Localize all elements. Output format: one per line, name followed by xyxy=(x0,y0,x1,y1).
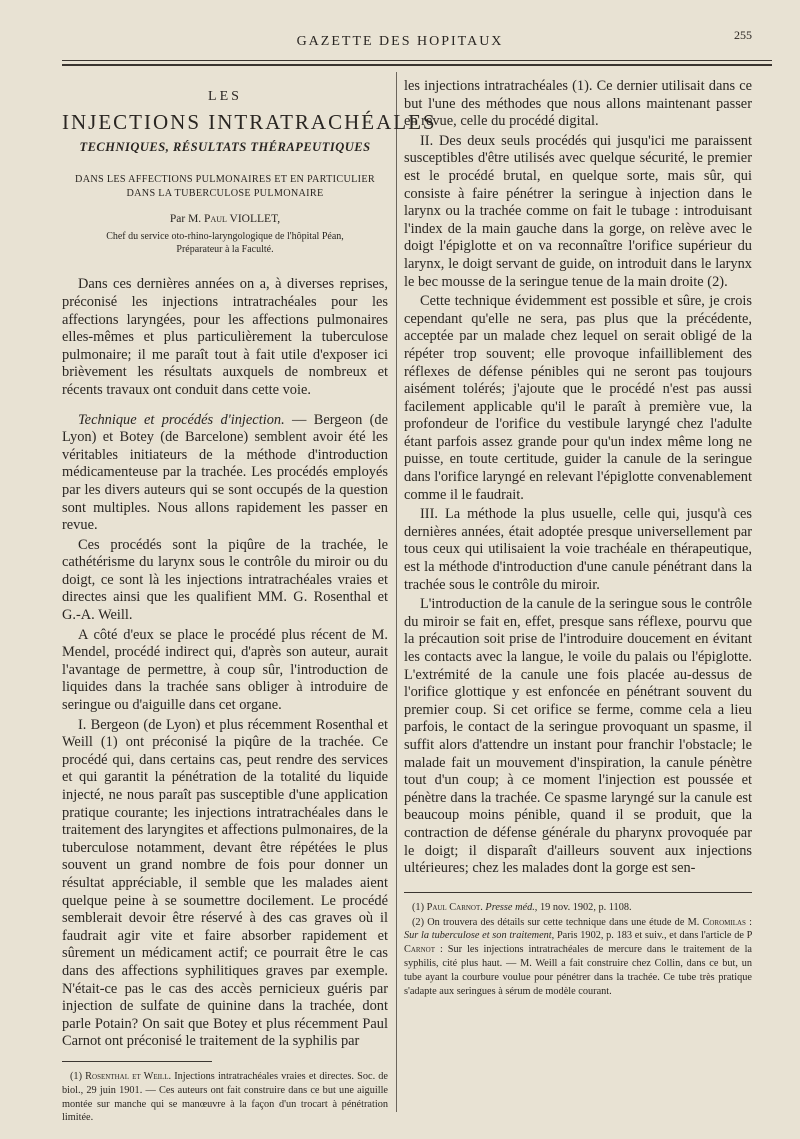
footnote-author: Paul Carnot. xyxy=(426,901,483,913)
body-paragraph: les injections intratrachéales (1). Ce dernier utilisait dans ce but l'une des méthodes que nous allons maintenant passer en revue, celle du procédé digital. xyxy=(404,78,752,130)
footnote-journal: Presse méd. xyxy=(485,901,535,913)
footnote-author: Carnot xyxy=(404,944,435,956)
footnote-text: Injections intratrachéales vraies et directes. Soc. de biol., 29 juin 1901. — Ces auteurs ont fait construire dans ce but une aiguille montée sur manche qui se manœuvre à la façon d'un trocart à pénétration limitée. xyxy=(62,1070,388,1124)
footnote-text: On trouvera des détails sur cette technique dans une étude de M. xyxy=(427,916,703,928)
right-column xyxy=(404,78,752,999)
footnote-text: : Sur les injections intratrachéales de mercure dans le traitement de la syphilis, cité plus haut. — M. Weill a fait construire chez Collin, dans ce but, un tube ayant la courbure voulue pour pénétrer dans la trachée. Ce tube très pratique s'adapte aux seringues à sérum de modèle courant. xyxy=(404,944,752,997)
running-head: GAZETTE DES HOPITAUX xyxy=(296,34,504,49)
article-kicker: LES xyxy=(208,89,242,104)
footnote-rule xyxy=(62,1061,212,1062)
byline-prefix: Par M. xyxy=(169,212,202,225)
body-paragraph: I. Bergeon (de Lyon) et plus récemment Rosenthal et Weill (1) ont préconisé la piqûre de la trachée. Ce procédé qui, dans certains cas, peut rendre des services et qui garantit la pénétration de la totalité du liquide injecté, ne nous paraît pas susceptible d'une application pratique courante; les injections intratrachéales dans le traitement des laryngites et affections pulmonaires, de la tuberculose notamment, devant être répétées le plus souvent un grand nombre de fois pour donner un résultat appréciable, il semble que les malades aient quelque peine à se soumettre docilement. Le procédé semblerait devoir être réservé à des cas graves où il faudrait agir vite et faire absorber rapidement et sûrement un médicament actif; ce pourrait être le cas dans des affections syphilitiques graves par exemple. N'était-ce pas le cas des accès pernicieux guéris par injection de sulfate de quinine dans la trachée, dont parle Potain? On sait que Botey et plus récemment Paul Carnot ont préconisé le traitement de la syphilis par xyxy=(62,716,388,1050)
footnote: (2) On trouvera des détails sur cette technique dans une étude de M. Coromilas : Sur la tuberculose et son traitement, Paris 1902, p. 183 et suiv., et dans l'article de P Carnot : Sur les injections intratrachéales de mercure dans le traitement de la syphilis, cité plus haut. — M. Weill a fait construire chez Collin, dans ce but, un tube ayant la courbure voulue pour pénétrer dans la trachée. Ce tube très pratique s'adapte aux seringues à sérum de modèle courant. xyxy=(404,916,753,997)
footnote: (1) Paul Carnot. Presse méd., 19 nov. 1902, p. 1108. xyxy=(412,901,632,913)
affiliation-line-2: Préparateur à la Faculté. xyxy=(176,244,274,256)
header-rule-thick xyxy=(62,64,772,66)
article-context xyxy=(62,173,388,201)
footnotes-left xyxy=(62,1070,388,1125)
footnotes-right xyxy=(404,901,752,999)
byline xyxy=(62,211,388,229)
left-column xyxy=(62,78,437,1126)
footnote-title: Sur la tuberculose et son traitement xyxy=(404,930,552,942)
author-name: Paul VIOLLET, xyxy=(204,212,281,225)
body-paragraph: II. Des deux seuls procédés qui jusqu'ici me paraissent susceptibles d'être utilisés avec quelque sécurité, le premier est le procédé brutal, en quelque sorte, mais sûr, qui consiste à faire pénétrer la seringue à injection dans le larynx ou la trachée comme on fait le tubage : introduisant l'index de la main gauche dans la gorge, on relève avec le doigt l'épiglotte et on va reconnaître l'orifice supérieur du larynx, le doigt servant de guide, on introduit dans le larynx le bec mousse de la seringue tenue de la main droite (2). xyxy=(404,132,752,290)
footnote-author: Coromilas xyxy=(702,916,746,928)
body-paragraph: Cette technique évidemment est possible et sûre, je crois cependant qu'elle ne sera, pas plus que la précédente, acceptée par un malade chez lequel on serait obligé de la répéter trop souvent; elle provoque infailliblement des réflexes de défense pénibles qui ne seront pas toujours aisément tolérés; j'ajoute que le procédé n'est pas aussi facilement applicable qu'il le paraît à première vue, la profondeur de l'orifice du vestibule laryngé chez l'adulte étant parfois assez grande pour qu'un index même long ne puisse, en toute certitude, guider la canule de la seringue dans l'orifice laryngé en relevant l'épiglotte convenablement comme il le faudrait. xyxy=(404,293,752,503)
footnote-rule xyxy=(404,892,752,893)
intro-paragraph: Dans ces dernières années on a, à diverses reprises, préconisé les injections intratrachéales pour les affections laryngées, pour les affections pulmonaires elles-mêmes et plus particulièrement la tuberculose pulmonaire; il me paraît tout à fait utile d'exposer ici brièvement les résultats auxquels de nombreux et récents travaux ont conduit dans cette voie. xyxy=(62,276,388,398)
article-subtitle: TECHNIQUES, RÉSULTATS THÉRAPEUTIQUES xyxy=(79,140,371,155)
affiliation-line-1: Chef du service oto-rhino-laryngologique de l'hôpital Péan, xyxy=(106,231,344,243)
technique-text: — Bergeon (de Lyon) et Botey (de Barcelone) semblent avoir été les véritables initiateurs de la méthode d'introduction médicamenteuse par la trachée. Les procédés employés par les divers auteurs qui se sont occupés de la question sont multiples. Nous allons rapidement les passer en revue. xyxy=(62,411,388,534)
header-rule xyxy=(62,60,772,61)
body-paragraph: Ces procédés sont la piqûre de la trachée, le cathétérisme du larynx sous le contrôle du miroir ou du doigt, ce sont là les injections intratrachéales vraies et directes ainsi que les qualifient MM. G. Rosenthal et G.-A. Weill. xyxy=(62,536,388,624)
body-paragraph: III. La méthode la plus usuelle, celle qui, jusqu'à ces dernières années, était adoptée presque universellement par tous ceux qui utilisaient la voie trachéale en thérapeutique, est la méthode d'introduction d'une canule pénétrant dans la trachée sous le contrôle du miroir. xyxy=(404,506,752,593)
page-number: 255 xyxy=(734,28,752,42)
context-line-2: DANS LA TUBERCULOSE PULMONAIRE xyxy=(126,187,324,199)
context-line-1: DANS LES AFFECTIONS PULMONAIRES ET EN PARTICULIER xyxy=(75,173,375,185)
column-divider xyxy=(396,72,397,1112)
footnote: (1) Rosenthal et Weill. Injections intratrachéales vraies et directes. Soc. de biol., 29 juin 1901. — Ces auteurs ont fait construire dans ce but une aiguille montée sur manche qui se manœuvre à la façon d'un trocart à pénétration limitée. xyxy=(62,1070,388,1124)
body-paragraph: L'introduction de la canule de la seringue sous le contrôle du miroir se fait en, effet, presque sans réflexe, pourvu que la précaution soit prise de l'introduire doucement en évitant les contacts avec la langue, le voile du palais ou l'épiglotte. L'extrémité de la canule une fois placée au-dessus de l'orifice glottique y est enfoncée en pénétrant souvent du premier coup. Si cet orifice se ferme, comme cela a lieu parfois, le contact de la seringue provoquant un spasme, il suffit alors d'attendre un instant pour franchir l'obstacle; le malade fait un mouvement d'inspiration, la canule pénètre tout d'un coup; à ce moment l'injection est poussée et pénètre dans la trachée. Ce spasme laryngé sur la canule est beaucoup moins pénible, quand il se produit, que la contraction de défense générale du pharynx provoquée par le doigt; il disparaît d'ailleurs souvent aux injections ultérieures; chez les malades dont la gorge est sen- xyxy=(404,596,752,877)
author-affiliation xyxy=(62,230,388,256)
footnote-author: Rosenthal et Weill. xyxy=(85,1070,172,1082)
technique-heading: Technique et procédés d'injection. xyxy=(78,411,285,428)
footnote-text: , Paris 1902, p. 183 et suiv., et dans l'article de P xyxy=(551,930,753,942)
footnote-text: , 19 nov. 1902, p. 1108. xyxy=(534,901,632,913)
body-paragraph: A côté d'eux se place le procédé plus récent de M. Mendel, procédé indirect qui, d'après son auteur, aurait l'avantage de permettre, à coup sûr, l'introduction de liquides dans la trachée sans obliger à introduire de seringue ou d'aiguille dans cet organe. xyxy=(62,626,388,714)
article-title: INJECTIONS INTRATRACHÉALES xyxy=(62,109,437,134)
technique-paragraph xyxy=(62,412,388,535)
